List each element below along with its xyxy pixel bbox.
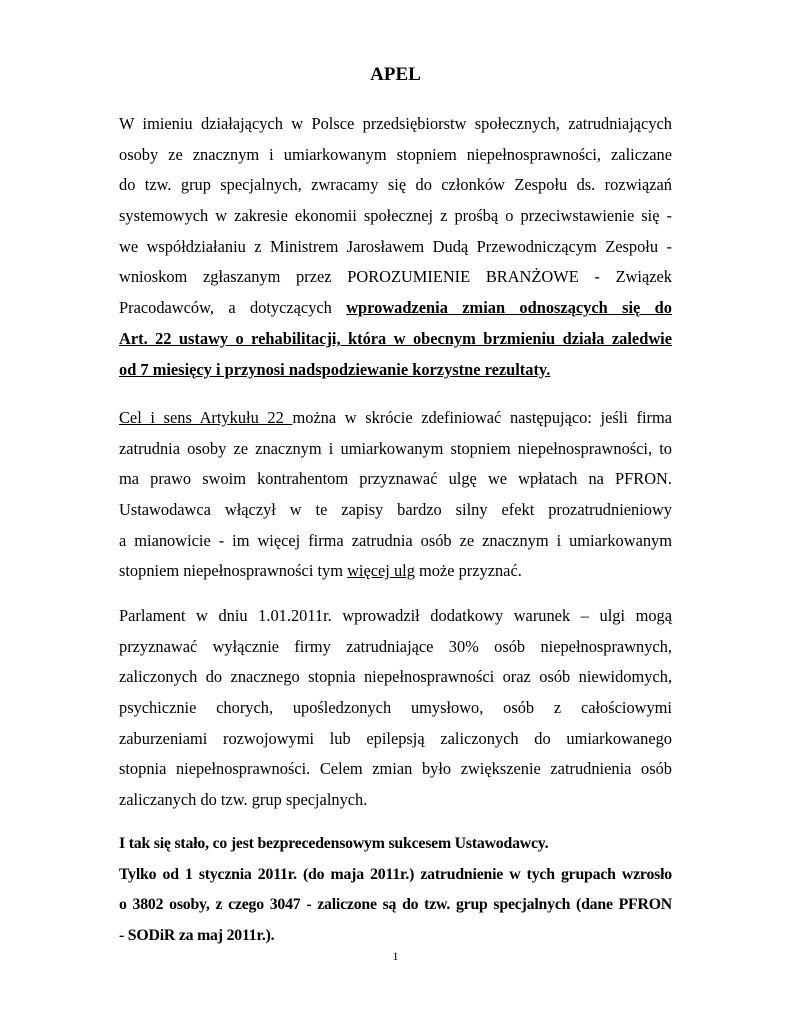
text-line: ma prawo swoim kontrahentom przyznawać ulgę we wpłatach na PFRON. [119, 469, 672, 489]
text-line: zaliczonych do znacznego stopnia niepełnosprawności oraz osób niewidomych, [119, 667, 672, 687]
text-fragment: można w skrócie zdefiniować następująco: jeśli firma [292, 408, 673, 427]
text-line: stopnia niepełnosprawności. Celem zmian było zwiększenie zatrudnienia osób [119, 759, 672, 779]
paragraph-parliament [119, 601, 672, 816]
paragraph-appeal [119, 109, 672, 385]
text-line-mixed [119, 403, 672, 434]
text-line: a mianowicie - im więcej firma zatrudnia osób ze znacznym i umiarkowanym [119, 530, 672, 550]
paragraph-results [119, 829, 672, 952]
text-line: wnioskom zgłaszanym przez POROZUMIENIE BRANŻOWE - Związek [119, 267, 672, 287]
underlined-fragment: Cel i sens Artykułu 22 [119, 408, 293, 427]
text-line: zaburzeniami rozwojowymi lub epilepsją zaliczonych do umiarkowanego [119, 728, 672, 748]
emphasized-line: Art. 22 ustawy o rehabilitacji, która w obecnym brzmieniu działa zaledwie [119, 328, 672, 348]
underlined-fragment: więcej ulg [347, 561, 415, 581]
text-line: W imieniu działających w Polsce przedsiębiorstw społecznych, zatrudniających [119, 114, 672, 133]
page-number: 1 [392, 949, 399, 963]
emphasized-line-container [119, 355, 672, 386]
text-line: systemowych w zakresie ekonomii społecznej z prośbą o przeciwstawienie się - [119, 206, 672, 226]
emphasized-fragment: wprowadzenia zmian odnoszących się do [346, 298, 672, 318]
text-line: - SODiR za maj 2011r.). [119, 927, 275, 945]
text-line: Parlament w dniu 1.01.2011r. wprowadził dodatkowy warunek – ulgi mogą [119, 606, 672, 625]
text-line: psychicznie chorych, upośledzonych umysłowo, osób z całościowymi [119, 698, 672, 718]
text-line-mixed [119, 556, 672, 587]
text-fragment: może przyznać. [414, 561, 522, 581]
paragraph-article-22 [119, 403, 672, 587]
text-line: do tzw. grup specjalnych, zwracamy się do członków Zespołu ds. rozwiązań [119, 175, 672, 195]
text-line: przyznawać wyłącznie firmy zatrudniające 30% osób niepełnosprawnych, [119, 636, 672, 656]
text-line: Tylko od 1 stycznia 2011r. (do maja 2011r.) zatrudnienie w tych grupach wzrosło [119, 865, 672, 883]
text-line: I tak się stało, co jest bezprecedensowym sukcesem Ustawodawcy. [119, 835, 549, 852]
text-line-mixed [119, 293, 672, 324]
text-line: we współdziałaniu z Ministrem Jarosławem Dudą Przewodniczącym Zespołu - [119, 236, 672, 256]
text-line: osoby ze znacznym i umiarkowanym stopniem niepełnosprawności, zaliczane [119, 144, 672, 164]
text-line: zatrudnia osoby ze znacznym i umiarkowanym stopniem niepełnosprawności, to [119, 438, 672, 458]
emphasized-line: od 7 miesięcy i przynosi nadspodziewanie korzystne rezultaty. [119, 359, 551, 379]
text-line: o 3802 osoby, z czego 3047 - zaliczone są do tzw. grup specjalnych (dane PFRON [119, 896, 672, 914]
text-fragment: stopniem niepełnosprawności tym [119, 561, 348, 581]
text-fragment: Pracodawców, a dotyczących [119, 298, 347, 318]
text-line: Ustawodawca włączył w te zapisy bardzo silny efekt prozatrudnieniowy [119, 500, 672, 520]
text-line: zaliczanych do tzw. grup specjalnych. [119, 790, 368, 810]
document-title: APEL [370, 64, 421, 85]
